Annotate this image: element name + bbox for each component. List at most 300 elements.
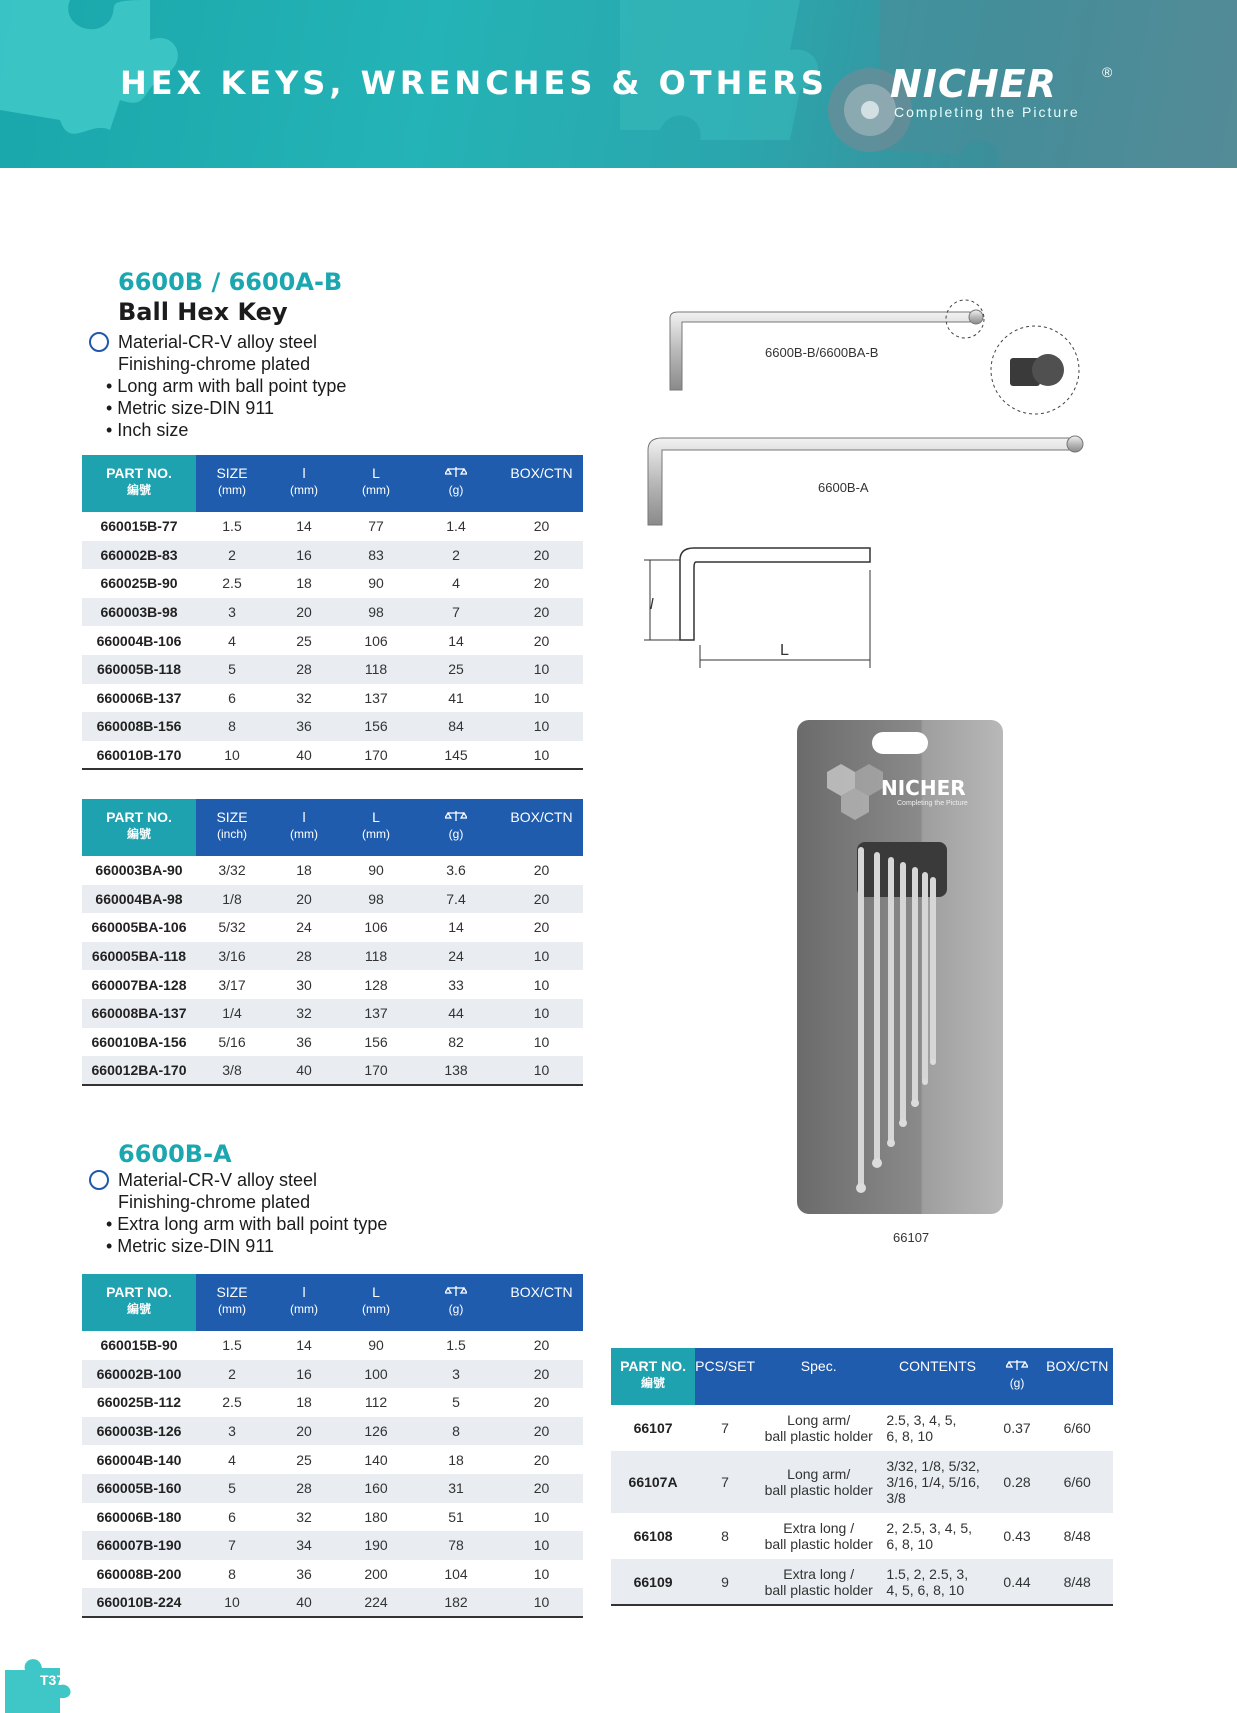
table-cell: 5/16 xyxy=(218,1033,246,1050)
contents-cell-line: 3/32, 1/8, 5/32, xyxy=(886,1458,980,1474)
table-cell: 118 xyxy=(340,655,412,684)
box-ctn-cell: 8/48 xyxy=(1041,1559,1113,1605)
table-header-row xyxy=(82,455,583,512)
part-number-cell: 660006B-137 xyxy=(96,689,182,706)
table-cell: 224 xyxy=(340,1588,412,1617)
contents-cell xyxy=(882,1513,992,1559)
table-cell: 83 xyxy=(340,541,412,570)
column-header-label: CONTENTS xyxy=(898,1358,976,1374)
table-cell: 16 xyxy=(268,1360,340,1389)
column-header-unit: 編號 xyxy=(641,1376,666,1390)
column-header-label: BOX/CTN xyxy=(510,1284,573,1300)
column-header-label: l xyxy=(302,809,306,825)
part-number-cell: 660005BA-106 xyxy=(91,919,187,936)
table-header-row xyxy=(82,1274,583,1331)
table-cell: 14 xyxy=(448,632,464,649)
column-header-unit: (g) xyxy=(448,1302,464,1316)
column-header xyxy=(196,799,268,856)
scale-icon xyxy=(1006,1359,1028,1371)
table-cell: 8 xyxy=(412,1417,500,1446)
part-number-cell: 660012BA-170 xyxy=(82,1056,196,1085)
section2-line: • Metric size-DIN 911 xyxy=(106,1236,275,1256)
table-row xyxy=(82,970,583,999)
column-header-unit: (mm) xyxy=(290,1302,318,1316)
table-row xyxy=(82,1531,583,1560)
part-number-cell: 660002B-100 xyxy=(82,1360,196,1389)
column-header xyxy=(268,455,340,512)
table-cell: 182 xyxy=(412,1588,500,1617)
brand-registered-mark: ® xyxy=(1102,64,1113,80)
dimension-label-l: l xyxy=(650,596,654,613)
table-row xyxy=(82,684,583,713)
column-header-label: SIZE xyxy=(216,809,248,825)
spec-cell-line: ball plastic holder xyxy=(764,1536,873,1552)
table-cell: 10 xyxy=(500,655,583,684)
column-header-unit: 編號 xyxy=(126,1302,151,1316)
table-cell: 10 xyxy=(533,689,550,706)
table-cell: 5 xyxy=(196,655,268,684)
package-brand: NICHER xyxy=(881,776,966,800)
table-row xyxy=(82,913,583,942)
column-header xyxy=(196,1274,268,1331)
table-cell: 104 xyxy=(444,1566,468,1583)
spec-cell-line: Extra long / xyxy=(783,1520,855,1536)
table-row xyxy=(611,1513,1113,1559)
column-header-label: PCS/SET xyxy=(695,1358,756,1374)
table-row xyxy=(82,1474,583,1503)
set-spec-table xyxy=(611,1348,1113,1606)
image-caption: 66107 xyxy=(893,1230,930,1245)
table-cell: 25 xyxy=(296,1451,312,1468)
column-header-unit: (mm) xyxy=(362,1302,390,1316)
dimension-drawing xyxy=(644,548,870,668)
column-header-unit: (mm) xyxy=(218,483,246,497)
table-row xyxy=(611,1451,1113,1513)
ring-icon xyxy=(89,1170,109,1190)
table-cell: 20 xyxy=(500,541,583,570)
table-cell: 170 xyxy=(340,1056,412,1085)
table-cell: 2.5 xyxy=(222,1394,242,1411)
column-header-label: L xyxy=(372,465,380,481)
table-cell: 25 xyxy=(412,655,500,684)
table-cell: 1.5 xyxy=(222,1337,242,1354)
column-header-unit: 編號 xyxy=(126,827,151,841)
table-row xyxy=(82,598,583,627)
part-number-cell: 660010B-224 xyxy=(82,1588,196,1617)
dimension-label-L: L xyxy=(780,642,789,659)
spec-cell xyxy=(755,1559,882,1605)
table-row xyxy=(82,942,583,971)
table-row xyxy=(82,1056,583,1085)
column-header xyxy=(611,1348,695,1405)
table-row xyxy=(82,1028,583,1057)
column-header-label: PART NO. xyxy=(106,1284,172,1300)
table-cell: 156 xyxy=(340,712,412,741)
table-cell: 140 xyxy=(364,1451,388,1468)
table-cell: 10 xyxy=(500,1531,583,1560)
table-cell: 5 xyxy=(452,1394,460,1411)
table-cell: 44 xyxy=(412,999,500,1028)
contents-cell-line: 3/8 xyxy=(886,1490,906,1506)
table-row xyxy=(611,1559,1113,1605)
table-cell: 30 xyxy=(296,976,312,993)
part-number-cell: 660015B-90 xyxy=(100,1337,178,1354)
table-cell: 126 xyxy=(340,1417,412,1446)
box-ctn-cell: 6/60 xyxy=(1041,1451,1113,1513)
part-number-cell: 660008BA-137 xyxy=(82,999,196,1028)
section2-code: 6600B-A xyxy=(118,1140,232,1168)
table-cell: 36 xyxy=(268,712,340,741)
part-number-cell: 660003B-98 xyxy=(82,598,196,627)
column-header xyxy=(695,1348,755,1405)
table-cell: 24 xyxy=(296,919,312,936)
column-header xyxy=(196,455,268,512)
column-header-label: BOX/CTN xyxy=(1046,1358,1109,1374)
column-header xyxy=(82,799,196,856)
column-header-unit: (mm) xyxy=(218,1302,246,1316)
table-cell: 10 xyxy=(533,1033,550,1050)
contents-cell-line: 2.5, 3, 4, 5, xyxy=(886,1412,957,1428)
spec-cell-line: Long arm/ xyxy=(787,1466,851,1482)
scale-icon xyxy=(445,466,467,478)
section1-line: Finishing-chrome plated xyxy=(118,354,311,374)
scale-icon xyxy=(1006,1358,1028,1374)
part-number-cell: 660007BA-128 xyxy=(91,976,187,993)
table-cell: 28 xyxy=(268,655,340,684)
table-cell: 10 xyxy=(500,1588,583,1617)
table-cell: 20 xyxy=(500,1360,583,1389)
spec-cell xyxy=(755,1451,882,1513)
table-cell: 20 xyxy=(268,885,340,914)
column-header-label: SIZE xyxy=(216,1284,248,1300)
column-header xyxy=(268,799,340,856)
table-cell: 4 xyxy=(228,632,236,649)
column-header-unit: (mm) xyxy=(290,827,318,841)
part-number-cell: 660025B-90 xyxy=(100,575,178,592)
column-header xyxy=(500,799,583,856)
column-header-label: L xyxy=(372,1284,380,1300)
table-cell: 77 xyxy=(368,518,384,535)
table-cell: 20 xyxy=(533,1451,550,1468)
table-cell: 16 xyxy=(268,541,340,570)
table-cell: 3 xyxy=(196,598,268,627)
brand-tagline: Completing the Picture xyxy=(894,104,1080,120)
contents-cell-line: 6, 8, 10 xyxy=(886,1536,934,1552)
metric-spec-table xyxy=(82,455,583,770)
package-tagline: Completing the Picture xyxy=(897,800,968,807)
table-cell: 36 xyxy=(296,1033,312,1050)
table-cell: 20 xyxy=(533,632,550,649)
table-cell: 33 xyxy=(448,976,464,993)
table-cell: 14 xyxy=(296,1337,312,1354)
table-row xyxy=(82,1388,583,1417)
table-cell: 40 xyxy=(268,1588,340,1617)
scale-icon xyxy=(445,810,467,822)
table-cell: 78 xyxy=(412,1531,500,1560)
table-cell: 14 xyxy=(296,518,312,535)
part-number-cell: 660004BA-98 xyxy=(82,885,196,914)
table-cell: 10 xyxy=(533,976,550,993)
column-header xyxy=(340,1274,412,1331)
part-number-cell: 660010B-170 xyxy=(82,741,196,770)
header-banner xyxy=(0,0,1237,168)
contents-cell-line: 4, 5, 6, 8, 10 xyxy=(886,1581,965,1598)
column-header-unit: (mm) xyxy=(362,827,390,841)
table-cell: 8 xyxy=(196,712,268,741)
spec-cell-line: ball plastic holder xyxy=(764,1482,873,1498)
section1-line: • Long arm with ball point type xyxy=(106,376,347,396)
column-header-label: PART NO. xyxy=(106,809,172,825)
table-cell: 106 xyxy=(364,632,388,649)
table-cell: 20 xyxy=(500,885,583,914)
table-cell: 98 xyxy=(340,598,412,627)
table-cell: 138 xyxy=(412,1056,500,1085)
table-cell: 84 xyxy=(412,712,500,741)
table-row xyxy=(82,655,583,684)
table-cell: 32 xyxy=(296,1508,312,1525)
table-row xyxy=(82,569,583,598)
spec-cell-line: Extra long / xyxy=(783,1565,855,1582)
part-number-cell: 660005B-160 xyxy=(82,1474,196,1503)
contents-cell-line: 6, 8, 10 xyxy=(886,1428,934,1444)
table-cell: 20 xyxy=(500,1417,583,1446)
column-header-unit: 編號 xyxy=(126,483,151,497)
table-row xyxy=(82,1360,583,1389)
column-header-label: BOX/CTN xyxy=(510,809,573,825)
column-header-label: BOX/CTN xyxy=(510,465,573,481)
part-number-cell: 660002B-83 xyxy=(82,541,196,570)
table-cell: 82 xyxy=(448,1033,464,1050)
table-cell: 160 xyxy=(340,1474,412,1503)
part-number-cell: 66107 xyxy=(633,1420,673,1436)
column-header-label: SIZE xyxy=(216,465,248,481)
table-cell: 10 xyxy=(500,741,583,770)
brand-name: NICHER xyxy=(890,62,1057,106)
section1-line: • Metric size-DIN 911 xyxy=(106,398,275,418)
column-header xyxy=(882,1348,992,1405)
table-cell: 40 xyxy=(268,741,340,770)
column-header xyxy=(412,799,500,856)
table-row xyxy=(82,856,583,885)
inch-spec-table xyxy=(82,799,583,1086)
table-cell: 180 xyxy=(364,1508,388,1525)
table-cell: 20 xyxy=(533,518,550,535)
column-header-label: PART NO. xyxy=(620,1358,686,1374)
page-title: HEX KEYS, WRENCHES & OTHERS xyxy=(120,64,828,102)
table-cell: 20 xyxy=(268,1417,340,1446)
extra-long-spec-table xyxy=(82,1274,583,1618)
table-cell: 1.4 xyxy=(446,518,466,535)
part-number-cell: 66107A xyxy=(611,1451,695,1513)
table-cell: 170 xyxy=(340,741,412,770)
table-cell: 7.4 xyxy=(412,885,500,914)
section1-code: 6600B / 6600A-B xyxy=(118,268,343,296)
table-cell: 10 xyxy=(196,741,268,770)
box-ctn-cell: 6/60 xyxy=(1063,1420,1091,1436)
part-number-cell: 660010BA-156 xyxy=(91,1033,187,1050)
table-cell: 2 xyxy=(196,1360,268,1389)
column-header xyxy=(993,1348,1042,1405)
contents-cell xyxy=(882,1559,992,1605)
table-cell: 28 xyxy=(268,1474,340,1503)
table-cell: 40 xyxy=(268,1056,340,1085)
table-cell: 90 xyxy=(368,1337,384,1354)
spec-cell xyxy=(755,1513,882,1559)
table-cell: 18 xyxy=(296,575,312,592)
table-cell: 31 xyxy=(412,1474,500,1503)
table-cell: 51 xyxy=(448,1508,464,1525)
part-number-cell: 66109 xyxy=(611,1559,695,1605)
ring-icon xyxy=(89,332,109,352)
part-number-cell: 660005BA-118 xyxy=(82,942,196,971)
table-cell: 41 xyxy=(448,689,464,706)
part-number-cell: 660007B-190 xyxy=(82,1531,196,1560)
scale-icon xyxy=(445,1284,467,1300)
table-cell: 32 xyxy=(268,999,340,1028)
column-header xyxy=(340,799,412,856)
table-cell: 34 xyxy=(268,1531,340,1560)
column-header xyxy=(755,1348,882,1405)
table-cell: 137 xyxy=(340,999,412,1028)
table-row xyxy=(82,541,583,570)
table-cell: 6 xyxy=(228,689,236,706)
table-cell: 14 xyxy=(448,919,464,936)
table-cell: 20 xyxy=(533,862,550,879)
table-cell: 8 xyxy=(228,1566,236,1583)
table-cell: 3.6 xyxy=(446,862,466,879)
column-header-label: Spec. xyxy=(800,1358,837,1374)
column-header xyxy=(268,1274,340,1331)
table-cell: 90 xyxy=(368,862,384,879)
section2-line: Finishing-chrome plated xyxy=(118,1192,311,1212)
box-ctn-cell: 8/48 xyxy=(1063,1528,1091,1544)
column-header-label: L xyxy=(372,809,380,825)
part-number-cell: 66108 xyxy=(633,1528,673,1544)
table-cell: 1/4 xyxy=(196,999,268,1028)
table-cell: 10 xyxy=(533,1566,550,1583)
table-cell: 2 xyxy=(412,541,500,570)
column-header-unit: (mm) xyxy=(290,483,318,497)
table-row xyxy=(82,626,583,655)
table-cell: 100 xyxy=(340,1360,412,1389)
table-cell: 4 xyxy=(228,1451,236,1468)
table-cell: 3/8 xyxy=(196,1056,268,1085)
table-cell: 24 xyxy=(412,942,500,971)
table-row xyxy=(82,1560,583,1589)
table-cell: 20 xyxy=(533,1337,550,1354)
section2-line: Material-CR-V alloy steel xyxy=(118,1170,318,1190)
table-cell: 20 xyxy=(533,1394,550,1411)
part-number-cell: 660003BA-90 xyxy=(95,862,183,879)
part-number-cell: 660015B-77 xyxy=(100,518,178,535)
table-cell: 28 xyxy=(268,942,340,971)
image-caption: 6600B-B/6600BA-B xyxy=(765,345,879,360)
table-cell: 145 xyxy=(412,741,500,770)
column-header xyxy=(500,455,583,512)
table-row xyxy=(82,1417,583,1446)
table-cell: 20 xyxy=(268,598,340,627)
part-number-cell: 660004B-106 xyxy=(96,632,182,649)
table-cell: 3/16 xyxy=(196,942,268,971)
column-header xyxy=(82,1274,196,1331)
table-cell: 156 xyxy=(364,1033,388,1050)
spec-cell-line: ball plastic holder xyxy=(764,1581,873,1598)
column-header-label: l xyxy=(302,465,306,481)
part-number-cell: 660004B-140 xyxy=(96,1451,182,1468)
set-package-image xyxy=(797,720,1003,1214)
column-header xyxy=(1041,1348,1113,1405)
table-cell: 20 xyxy=(500,1474,583,1503)
pcs-per-set-cell: 7 xyxy=(721,1420,729,1436)
table-cell: 1.5 xyxy=(222,518,242,535)
column-header-label: l xyxy=(302,1284,306,1300)
table-cell: 3/32 xyxy=(218,862,246,879)
table-cell: 3/17 xyxy=(218,976,246,993)
pcs-per-set-cell: 7 xyxy=(695,1451,755,1513)
column-header xyxy=(82,455,196,512)
table-row xyxy=(82,885,583,914)
table-cell: 20 xyxy=(533,575,550,592)
table-cell: 18 xyxy=(296,1394,312,1411)
table-cell: 90 xyxy=(368,575,384,592)
table-cell: 1.5 xyxy=(446,1337,466,1354)
scale-icon xyxy=(445,809,467,825)
table-cell: 10 xyxy=(500,1056,583,1085)
table-cell: 5 xyxy=(196,1474,268,1503)
table-cell: 10 xyxy=(533,1508,550,1525)
column-header-unit: (g) xyxy=(448,483,464,497)
contents-cell xyxy=(882,1451,992,1513)
table-cell: 2.5 xyxy=(222,575,242,592)
spec-cell-line: Long arm/ xyxy=(787,1412,851,1428)
part-number-cell: 660008B-200 xyxy=(96,1566,182,1583)
part-number-cell: 660025B-112 xyxy=(96,1394,182,1411)
spec-cell xyxy=(755,1405,882,1451)
pcs-per-set-cell: 8 xyxy=(721,1528,729,1544)
table-row xyxy=(82,1588,583,1617)
section1-line: Material-CR-V alloy steel xyxy=(118,332,318,352)
table-row xyxy=(82,1331,583,1360)
table-cell: 3 xyxy=(196,1417,268,1446)
table-cell: 106 xyxy=(364,919,388,936)
column-header-unit: (g) xyxy=(1009,1376,1025,1390)
table-row xyxy=(611,1405,1113,1451)
spec-cell-line: ball plastic holder xyxy=(764,1428,873,1444)
table-cell: 1/8 xyxy=(196,885,268,914)
column-header xyxy=(340,455,412,512)
table-row xyxy=(82,999,583,1028)
column-header-label: PART NO. xyxy=(106,465,172,481)
brand-logo xyxy=(890,62,1120,122)
scale-icon xyxy=(445,465,467,481)
table-cell: 20 xyxy=(500,598,583,627)
pcs-per-set-cell: 9 xyxy=(695,1559,755,1605)
column-header xyxy=(412,455,500,512)
table-cell: 10 xyxy=(500,999,583,1028)
part-number-cell: 660008B-156 xyxy=(82,712,196,741)
table-cell: 18 xyxy=(296,862,312,879)
column-header xyxy=(500,1274,583,1331)
table-cell: 18 xyxy=(448,1451,464,1468)
column-header-unit: (mm) xyxy=(362,483,390,497)
table-header-row xyxy=(611,1348,1113,1405)
part-number-cell: 660005B-118 xyxy=(82,655,196,684)
table-cell: 128 xyxy=(364,976,388,993)
table-cell: 3 xyxy=(412,1360,500,1389)
table-cell: 2 xyxy=(196,541,268,570)
weight-cell: 0.28 xyxy=(993,1451,1042,1513)
table-cell: 6 xyxy=(228,1508,236,1525)
